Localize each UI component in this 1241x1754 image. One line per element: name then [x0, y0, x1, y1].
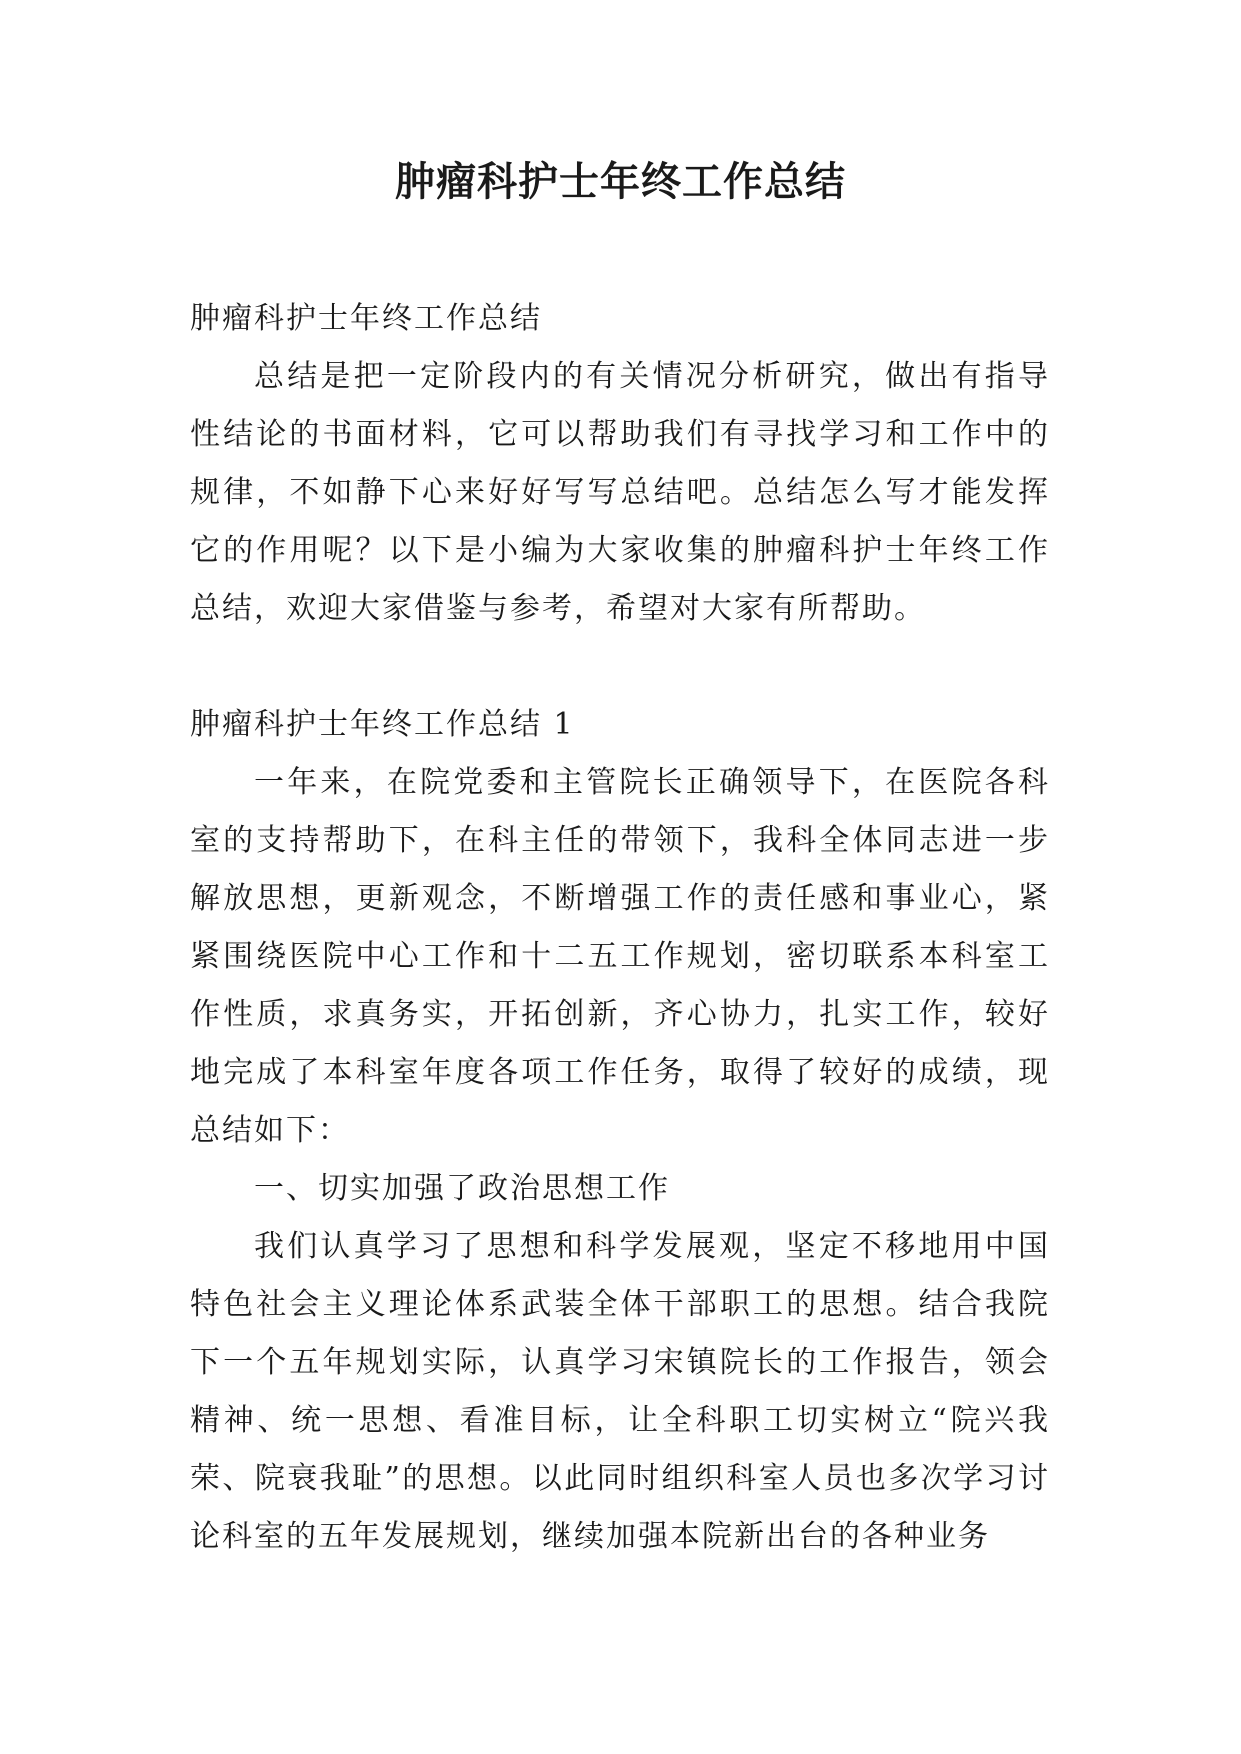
page-title: 肿瘤科护士年终工作总结	[395, 158, 846, 205]
document-subtitle: 肿瘤科护士年终工作总结	[190, 301, 542, 336]
document-body	[190, 290, 1050, 1566]
subheading: 一、切实加强了政治思想工作	[254, 1171, 670, 1206]
intro-paragraph: 总结是把一定阶段内的有关情况分析研究，做出有指导性结论的书面材料，它可以帮助我们有寻找学习和工作中的规律，不如静下心来好好写写总结吧。总结怎么写才能发挥它的作用呢？以下是小编为大家收集的肿瘤科护士年终工作总结，欢迎大家借鉴与参考，希望对大家有所帮助。	[190, 359, 1050, 626]
body-paragraph: 一年来，在院党委和主管院长正确领导下，在医院各科室的支持帮助下，在科主任的带领下，我科全体同志进一步解放思想，更新观念，不断增强工作的责任感和事业心，紧紧围绕医院中心工作和十二五工作规划，密切联系本科室工作性质，求真务实，开拓创新，齐心协力，扎实工作，较好地完成了本科室年度各项工作任务，取得了较好的成绩，现总结如下：	[190, 765, 1050, 1148]
body-paragraph: 我们认真学习了思想和科学发展观，坚定不移地用中国特色社会主义理论体系武装全体干部职工的思想。结合我院下一个五年规划实际，认真学习宋镇院长的工作报告，领会精神、统一思想、看准目标，让全科职工切实树立“院兴我荣、院衰我耻”的思想。以此同时组织科室人员也多次学习讨论科室的五年发展规划，继续加强本院新出台的各种业务	[190, 1229, 1050, 1554]
section-spacer	[190, 638, 1050, 696]
section-heading: 肿瘤科护士年终工作总结 1	[190, 707, 575, 742]
